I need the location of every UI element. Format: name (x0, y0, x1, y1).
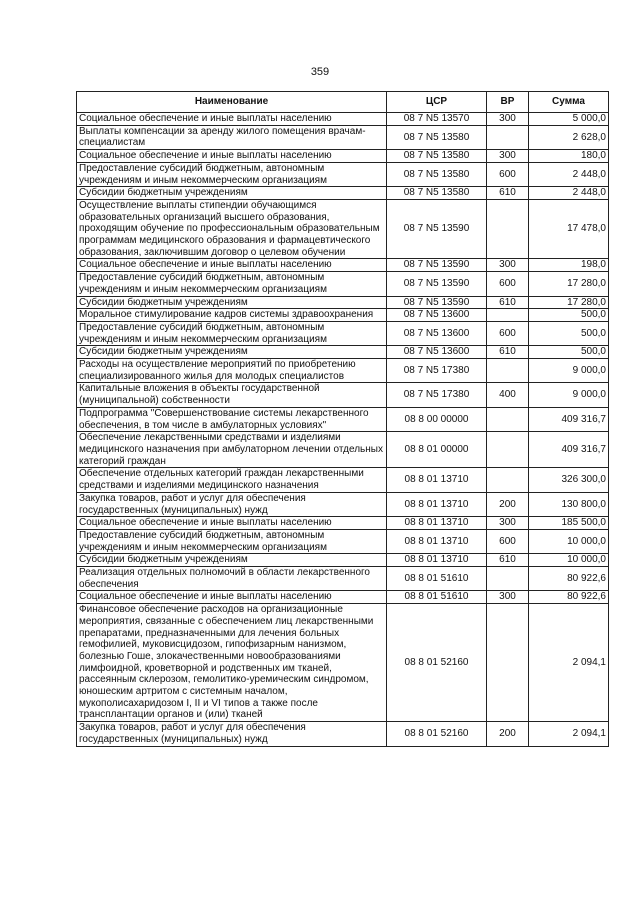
table-row (77, 517, 609, 530)
cell-name: Моральное стимулирование кадров системы здравоохранения (77, 309, 387, 322)
cell-vr: 400 (487, 383, 529, 407)
table-row (77, 407, 609, 431)
cell-csr: 08 7 N5 13580 (387, 187, 487, 200)
table-row (77, 125, 609, 149)
cell-sum: 17 280,0 (529, 272, 609, 296)
table-row (77, 567, 609, 591)
cell-csr: 08 7 N5 13590 (387, 199, 487, 259)
cell-vr: 610 (487, 346, 529, 359)
cell-name: Обеспечение лекарственными средствами и изделиями медицинского назначения при амбулаторном лечении отдельных категорий граждан (77, 432, 387, 468)
cell-vr (487, 567, 529, 591)
table-row (77, 359, 609, 383)
cell-vr (487, 125, 529, 149)
table-row (77, 321, 609, 345)
cell-csr: 08 8 01 52160 (387, 722, 487, 746)
cell-name: Обеспечение отдельных категорий граждан лекарственными средствами и изделиями медицинского назначения (77, 468, 387, 492)
cell-sum: 500,0 (529, 346, 609, 359)
cell-name: Осуществление выплаты стипендии обучающимся образовательных организаций высшего образования, проходящим обучение по профессиональным образовательным программам медицинского образования и фармацевтического образования, заключившим договор о целевом обучении (77, 199, 387, 259)
table-row (77, 346, 609, 359)
table-row (77, 722, 609, 746)
cell-name: Предоставление субсидий бюджетным, автономным учреждениям и иным некоммерческим организациям (77, 321, 387, 345)
table-row (77, 187, 609, 200)
header-csr: ЦСР (387, 92, 487, 113)
cell-vr: 300 (487, 150, 529, 163)
cell-name: Предоставление субсидий бюджетным, автономным учреждениям и иным некоммерческим организациям (77, 162, 387, 186)
cell-sum: 180,0 (529, 150, 609, 163)
cell-name: Предоставление субсидий бюджетным, автономным учреждениям и иным некоммерческим организациям (77, 272, 387, 296)
cell-csr: 08 7 N5 13600 (387, 321, 487, 345)
cell-name: Социальное обеспечение и иные выплаты населению (77, 591, 387, 604)
cell-name: Субсидии бюджетным учреждениям (77, 346, 387, 359)
page-number: 359 (310, 66, 330, 78)
cell-csr: 08 7 N5 13580 (387, 125, 487, 149)
cell-sum: 130 800,0 (529, 492, 609, 516)
cell-vr: 600 (487, 529, 529, 553)
cell-csr: 08 8 01 51610 (387, 591, 487, 604)
cell-sum: 2 448,0 (529, 187, 609, 200)
cell-sum: 17 280,0 (529, 296, 609, 309)
cell-sum: 2 094,1 (529, 722, 609, 746)
cell-vr (487, 407, 529, 431)
cell-sum: 409 316,7 (529, 407, 609, 431)
table-row (77, 383, 609, 407)
cell-csr: 08 8 01 13710 (387, 529, 487, 553)
cell-sum: 2 448,0 (529, 162, 609, 186)
cell-name: Социальное обеспечение и иные выплаты населению (77, 150, 387, 163)
cell-sum: 10 000,0 (529, 554, 609, 567)
cell-name: Финансовое обеспечение расходов на организационные мероприятия, связанные с обеспечением лиц лекарственными препаратами, предназначенными для лечения больных гемофилией, муковисцидозом, гипофизарным нанизмом, болезнью Гоше, злокачественными новообразованиями лимфоидной, кроветворной и родственных им тканей, рассеянным склерозом, гемолитико-уремическим синдромом, юношеским артритом с системным началом, мукополисахаридозом I, II и VI типов а также после трансплантации органов и (или) тканей (77, 604, 387, 722)
cell-csr: 08 7 N5 13600 (387, 309, 487, 322)
table-row (77, 259, 609, 272)
table-row (77, 150, 609, 163)
cell-sum: 500,0 (529, 321, 609, 345)
cell-csr: 08 7 N5 13580 (387, 150, 487, 163)
cell-csr: 08 7 N5 13570 (387, 113, 487, 126)
cell-vr: 610 (487, 187, 529, 200)
cell-sum: 10 000,0 (529, 529, 609, 553)
cell-vr: 300 (487, 113, 529, 126)
cell-csr: 08 8 01 13710 (387, 554, 487, 567)
cell-vr: 300 (487, 259, 529, 272)
table-row (77, 604, 609, 722)
table-row (77, 591, 609, 604)
cell-vr: 200 (487, 492, 529, 516)
cell-sum: 2 628,0 (529, 125, 609, 149)
cell-name: Субсидии бюджетным учреждениям (77, 554, 387, 567)
cell-vr: 300 (487, 591, 529, 604)
cell-vr (487, 604, 529, 722)
cell-csr: 08 8 01 52160 (387, 604, 487, 722)
cell-name: Предоставление субсидий бюджетным, автономным учреждениям и иным некоммерческим организациям (77, 529, 387, 553)
cell-vr: 610 (487, 296, 529, 309)
table-row (77, 162, 609, 186)
cell-vr (487, 199, 529, 259)
cell-vr: 300 (487, 517, 529, 530)
table-row (77, 529, 609, 553)
table-row (77, 272, 609, 296)
cell-sum: 326 300,0 (529, 468, 609, 492)
cell-name: Закупка товаров, работ и услуг для обеспечения государственных (муниципальных) нужд (77, 492, 387, 516)
cell-name: Реализация отдельных полномочий в области лекарственного обеспечения (77, 567, 387, 591)
cell-csr: 08 7 N5 13580 (387, 162, 487, 186)
cell-sum: 80 922,6 (529, 567, 609, 591)
cell-vr (487, 468, 529, 492)
cell-name: Подпрограмма "Совершенствование системы лекарственного обеспечения, в том числе в амбулаторных условиях" (77, 407, 387, 431)
cell-name: Социальное обеспечение и иные выплаты населению (77, 113, 387, 126)
cell-sum: 9 000,0 (529, 383, 609, 407)
table-row (77, 554, 609, 567)
cell-csr: 08 7 N5 17380 (387, 383, 487, 407)
header-name: Наименование (77, 92, 387, 113)
cell-csr: 08 7 N5 13590 (387, 296, 487, 309)
cell-name: Расходы на осуществление мероприятий по приобретению специализированного жилья для молодых специалистов (77, 359, 387, 383)
cell-vr (487, 309, 529, 322)
cell-csr: 08 8 01 13710 (387, 492, 487, 516)
cell-vr (487, 359, 529, 383)
cell-name: Капитальные вложения в объекты государственной (муниципальной) собственности (77, 383, 387, 407)
budget-table (76, 91, 609, 747)
table-row (77, 296, 609, 309)
table-row (77, 309, 609, 322)
cell-vr (487, 432, 529, 468)
table-row (77, 492, 609, 516)
cell-sum: 500,0 (529, 309, 609, 322)
cell-name: Закупка товаров, работ и услуг для обеспечения государственных (муниципальных) нужд (77, 722, 387, 746)
cell-vr: 600 (487, 272, 529, 296)
cell-csr: 08 8 01 13710 (387, 517, 487, 530)
cell-sum: 409 316,7 (529, 432, 609, 468)
cell-csr: 08 8 00 00000 (387, 407, 487, 431)
cell-vr: 600 (487, 321, 529, 345)
cell-sum: 198,0 (529, 259, 609, 272)
cell-name: Субсидии бюджетным учреждениям (77, 296, 387, 309)
cell-csr: 08 7 N5 17380 (387, 359, 487, 383)
cell-vr: 610 (487, 554, 529, 567)
table-row (77, 113, 609, 126)
cell-csr: 08 7 N5 13590 (387, 272, 487, 296)
cell-vr: 600 (487, 162, 529, 186)
cell-sum: 5 000,0 (529, 113, 609, 126)
cell-csr: 08 8 01 00000 (387, 432, 487, 468)
cell-name: Социальное обеспечение и иные выплаты населению (77, 259, 387, 272)
cell-name: Выплаты компенсации за аренду жилого помещения врачам-специалистам (77, 125, 387, 149)
header-sum: Сумма (529, 92, 609, 113)
cell-sum: 185 500,0 (529, 517, 609, 530)
header-vr: ВР (487, 92, 529, 113)
cell-sum: 9 000,0 (529, 359, 609, 383)
table-row (77, 432, 609, 468)
cell-vr: 200 (487, 722, 529, 746)
cell-name: Субсидии бюджетным учреждениям (77, 187, 387, 200)
table-row (77, 199, 609, 259)
cell-csr: 08 7 N5 13590 (387, 259, 487, 272)
table-header-row (77, 92, 609, 113)
cell-sum: 80 922,6 (529, 591, 609, 604)
cell-csr: 08 8 01 13710 (387, 468, 487, 492)
cell-sum: 2 094,1 (529, 604, 609, 722)
cell-csr: 08 7 N5 13600 (387, 346, 487, 359)
cell-name: Социальное обеспечение и иные выплаты населению (77, 517, 387, 530)
cell-csr: 08 8 01 51610 (387, 567, 487, 591)
table-row (77, 468, 609, 492)
cell-sum: 17 478,0 (529, 199, 609, 259)
